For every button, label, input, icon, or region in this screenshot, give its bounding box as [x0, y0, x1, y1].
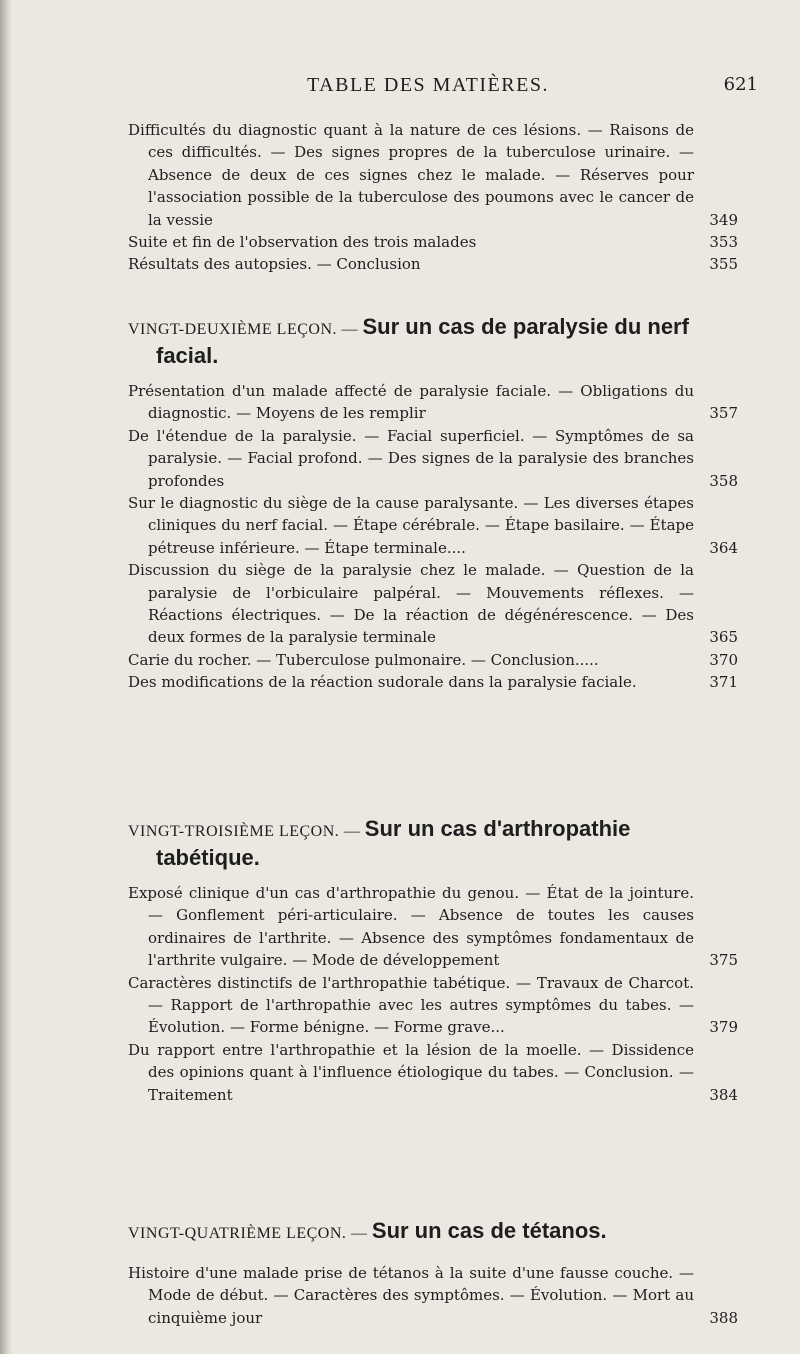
lesson-heading	[128, 314, 738, 372]
toc-page-ref: 388	[709, 1308, 738, 1327]
running-title: TABLE DES MATIÈRES.	[307, 74, 549, 96]
toc-entry: Histoire d'une malade prise de tétanos à la suite d'une fausse couche. — Mode de début. — Caractères des symptômes. — Évolution. — Mort au cinquième jour 388	[128, 1262, 738, 1329]
toc-entry: Difficultés du diagnostic quant à la nature de ces lésions. — Raisons de ces difficultés. — Des signes propres de la tuberculose urinaire. — Absence de deux de ces signes chez le malade. — Réserves pour l'association possible de la tuberculose des poumons avec le cancer de la vessie 349	[128, 119, 738, 231]
running-head	[98, 74, 758, 102]
toc-page-ref: 365	[709, 628, 738, 647]
page-spine-shadow	[0, 0, 12, 1354]
lesson-24-entries	[128, 1262, 738, 1329]
lesson-heading	[128, 816, 738, 874]
toc-page-ref: 379	[709, 1018, 738, 1037]
toc-entry: Discussion du siège de la paralysie chez le malade. — Question de la paralysie de l'orbiculaire palpéral. — Mouvements réflexes. — Réactions électriques. — De la réaction de dégénérescence. — Des deux formes de la paralysie terminale 365	[128, 559, 738, 649]
toc-page-ref: 364	[709, 538, 738, 557]
lesson-22-entries	[128, 380, 738, 694]
toc-entry: De l'étendue de la paralysie. — Facial superficiel. — Symptômes de sa paralysie. — Facial profond. — Des signes de la paralysie des branches profondes 358	[128, 425, 738, 492]
toc-entry: Suite et fin de l'observation des trois malades 353	[128, 231, 738, 253]
toc-page-ref: 353	[709, 233, 738, 252]
lesson-label: VINGT-QUATRIÈME LEÇON. —	[128, 1225, 368, 1242]
toc-page-ref: 358	[709, 471, 738, 490]
toc-entry: Des modifications de la réaction sudorale dans la paralysie faciale. 371	[128, 671, 738, 693]
lesson-title: Sur un cas de paralysie du nerf facial.	[156, 314, 689, 368]
lesson-23-entries	[128, 882, 738, 1106]
toc-entry: Présentation d'un malade affecté de paralysie faciale. — Obligations du diagnostic. — Moyens de les remplir 357	[128, 380, 738, 425]
lesson-label: VINGT-TROISIÈME LEÇON. —	[128, 823, 361, 840]
toc-page-ref: 355	[709, 255, 738, 274]
lesson-title: Sur un cas d'arthropathie tabétique.	[156, 816, 631, 870]
toc-page-ref: 357	[709, 404, 738, 423]
toc-page-ref: 349	[709, 210, 738, 229]
lesson-24	[128, 1218, 738, 1247]
lesson-22	[128, 314, 738, 372]
toc-page-ref: 384	[709, 1085, 738, 1104]
continuation-entries	[128, 119, 738, 276]
lesson-heading	[128, 1218, 738, 1247]
toc-entry: Exposé clinique d'un cas d'arthropathie du genou. — État de la jointure. — Gonflement péri-articulaire. — Absence de toutes les causes ordinaires de l'arthrite. — Absence des symptômes fondamentaux de l'arthrite vulgaire. — Mode de développement 375	[128, 882, 738, 972]
toc-entry: Carie du rocher. — Tuberculose pulmonaire. — Conclusion..... 370	[128, 649, 738, 671]
toc-entry: Du rapport entre l'arthropathie et la lésion de la moelle. — Dissidence des opinions quant à l'influence étiologique du tabes. — Conclusion. — Traitement 384	[128, 1039, 738, 1106]
lesson-23	[128, 816, 738, 874]
toc-page-ref: 370	[709, 650, 738, 669]
folio-page-number: 621	[723, 74, 758, 95]
lesson-label: VINGT-DEUXIÈME LEÇON. —	[128, 321, 358, 338]
toc-entry: Sur le diagnostic du siège de la cause paralysante. — Les diverses étapes cliniques du nerf facial. — Étape cérébrale. — Étape basilaire. — Étape pétreuse inférieure. — Étape terminale.... 364	[128, 492, 738, 559]
toc-page-ref: 375	[709, 951, 738, 970]
toc-entry: Résultats des autopsies. — Conclusion 355	[128, 253, 738, 275]
toc-page-ref: 371	[709, 673, 738, 692]
toc-entry: Caractères distinctifs de l'arthropathie tabétique. — Travaux de Charcot. — Rapport de l'arthropathie avec les autres symptômes du tabes. — Évolution. — Forme bénigne. — Forme grave... 379	[128, 972, 738, 1039]
lesson-title: Sur un cas de tétanos.	[371, 1218, 607, 1243]
